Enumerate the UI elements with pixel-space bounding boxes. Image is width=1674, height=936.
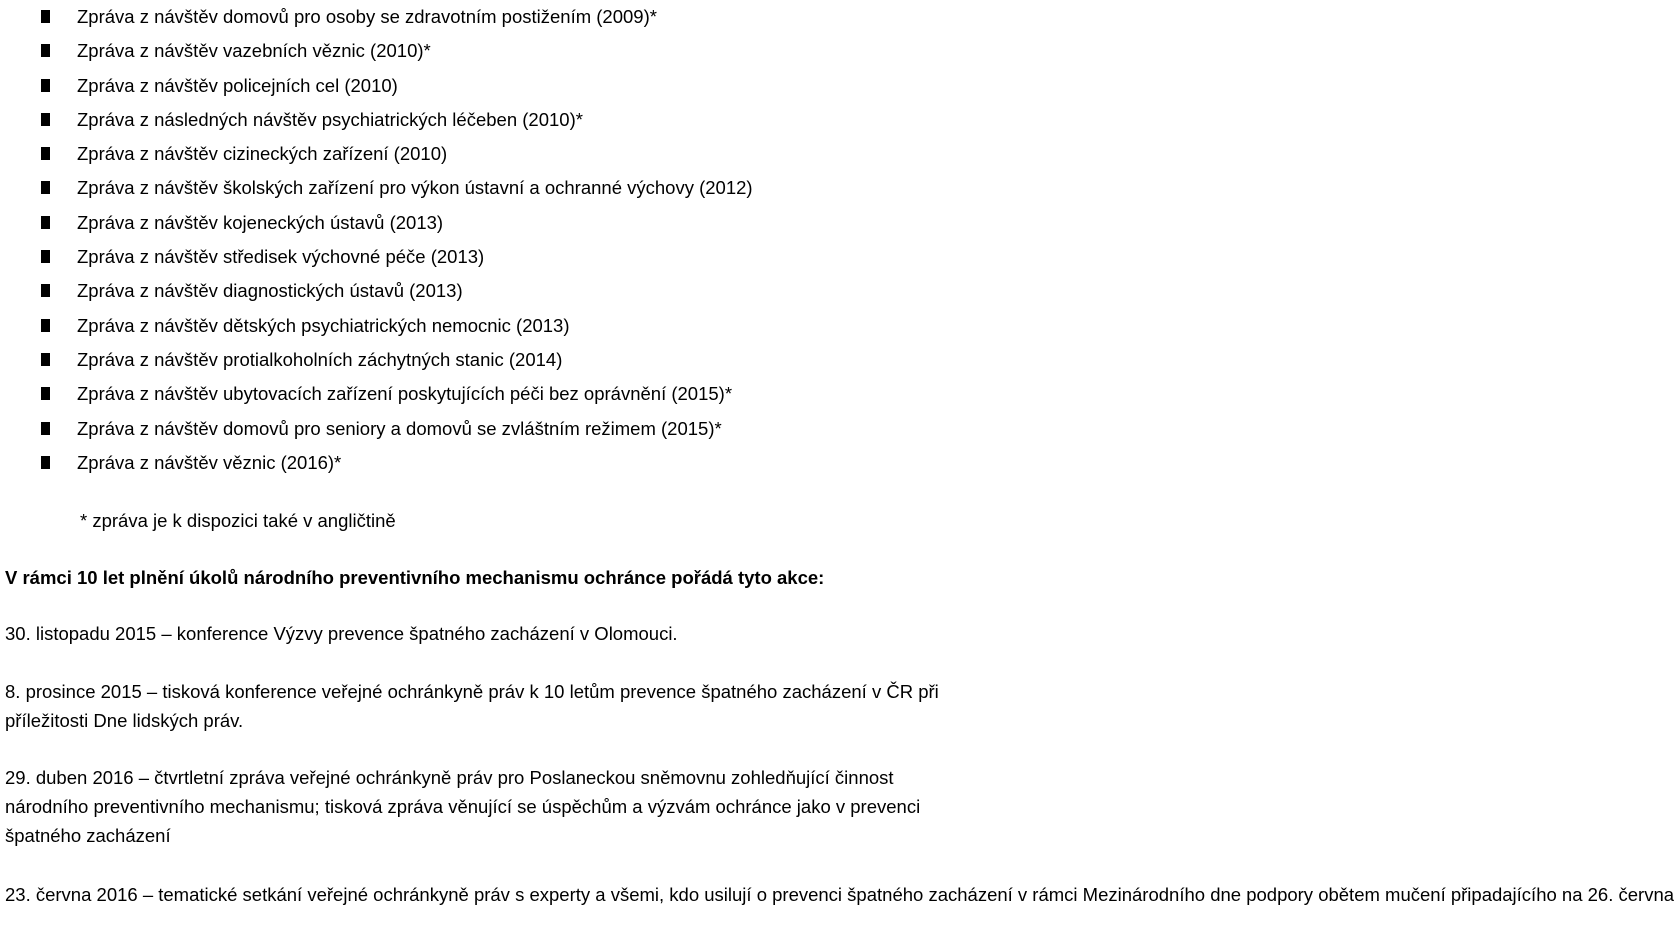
list-item (0, 309, 960, 343)
report-title: Zpráva z následných návštěv psychiatrických léčeben (2010)* (77, 108, 583, 130)
square-bullet-icon (41, 44, 50, 57)
report-list (0, 0, 960, 480)
list-item (0, 206, 960, 240)
list-item (0, 377, 960, 411)
list-item (0, 34, 960, 68)
report-title: Zpráva z návštěv domovů pro seniory a domovů se zvláštním režimem (2015)* (77, 417, 722, 439)
list-item (0, 412, 960, 446)
event-paragraph: 23. června 2016 – tematické setkání veřejné ochránkyně práv s experty a všemi, kdo usilují o prevenci špatného zacházení v rámci Mezinárodního dne podpory obětem mučení připadajícího na 26. června (5, 884, 1674, 905)
list-item (0, 240, 960, 274)
report-title: Zpráva z návštěv školských zařízení pro výkon ústavní a ochranné výchovy (2012) (77, 177, 753, 199)
event-paragraph: 30. listopadu 2015 – konference Výzvy prevence špatného zacházení v Olomouci. (5, 623, 678, 644)
list-item (0, 274, 960, 308)
report-title: Zpráva z návštěv ubytovacích zařízení poskytujících péči bez oprávnění (2015)* (77, 383, 733, 405)
report-title: Zpráva z návštěv kojeneckých ústavů (2013) (77, 211, 444, 233)
report-title: Zpráva z návštěv vazebních věznic (2010)* (77, 40, 431, 62)
square-bullet-icon (41, 353, 50, 366)
square-bullet-icon (41, 79, 50, 92)
square-bullet-icon (41, 216, 50, 229)
report-title: Zpráva z návštěv policejních cel (2010) (77, 74, 398, 96)
square-bullet-icon (41, 319, 50, 332)
list-item (0, 103, 960, 137)
square-bullet-icon (41, 113, 50, 126)
report-title: Zpráva z návštěv protialkoholních záchytných stanic (2014) (77, 348, 563, 370)
list-item (0, 343, 960, 377)
square-bullet-icon (41, 147, 50, 160)
square-bullet-icon (41, 456, 50, 469)
report-title: Zpráva z návštěv cizineckých zařízení (2010) (77, 143, 448, 165)
square-bullet-icon (41, 422, 50, 435)
list-item (0, 171, 960, 205)
event-paragraph: 8. prosince 2015 – tisková konference veřejné ochránkyně práv k 10 letům prevence špatného zacházení v ČR při příležitosti Dne lidských práv. (5, 681, 939, 731)
square-bullet-icon (41, 387, 50, 400)
square-bullet-icon (41, 284, 50, 297)
list-item (0, 0, 960, 34)
report-title: Zpráva z návštěv domovů pro osoby se zdravotním postižením (2009)* (77, 6, 657, 27)
report-title: Zpráva z návštěv věznic (2016)* (77, 451, 342, 473)
report-title: Zpráva z návštěv diagnostických ústavů (2013) (77, 280, 463, 302)
square-bullet-icon (41, 10, 50, 23)
report-title: Zpráva z návštěv středisek výchovné péče (2013) (77, 246, 485, 268)
list-item (0, 69, 960, 103)
footnote: * zpráva je k dispozici také v angličtině (80, 510, 396, 531)
square-bullet-icon (41, 250, 50, 263)
section-heading: V rámci 10 let plnění úkolů národního preventivního mechanismu ochránce pořádá tyto akce: (5, 567, 825, 588)
list-item (0, 446, 960, 480)
list-item (0, 137, 960, 171)
square-bullet-icon (41, 181, 50, 194)
event-paragraph: 29. duben 2016 – čtvrtletní zpráva veřejné ochránkyně práv pro Poslaneckou sněmovnu zohledňující činnost národního preventivního mechanismu; tisková zpráva věnující se úspěchům a výzvám ochránce jako v prevenci špatného zacházení (5, 767, 921, 846)
report-title: Zpráva z návštěv dětských psychiatrických nemocnic (2013) (77, 314, 570, 336)
